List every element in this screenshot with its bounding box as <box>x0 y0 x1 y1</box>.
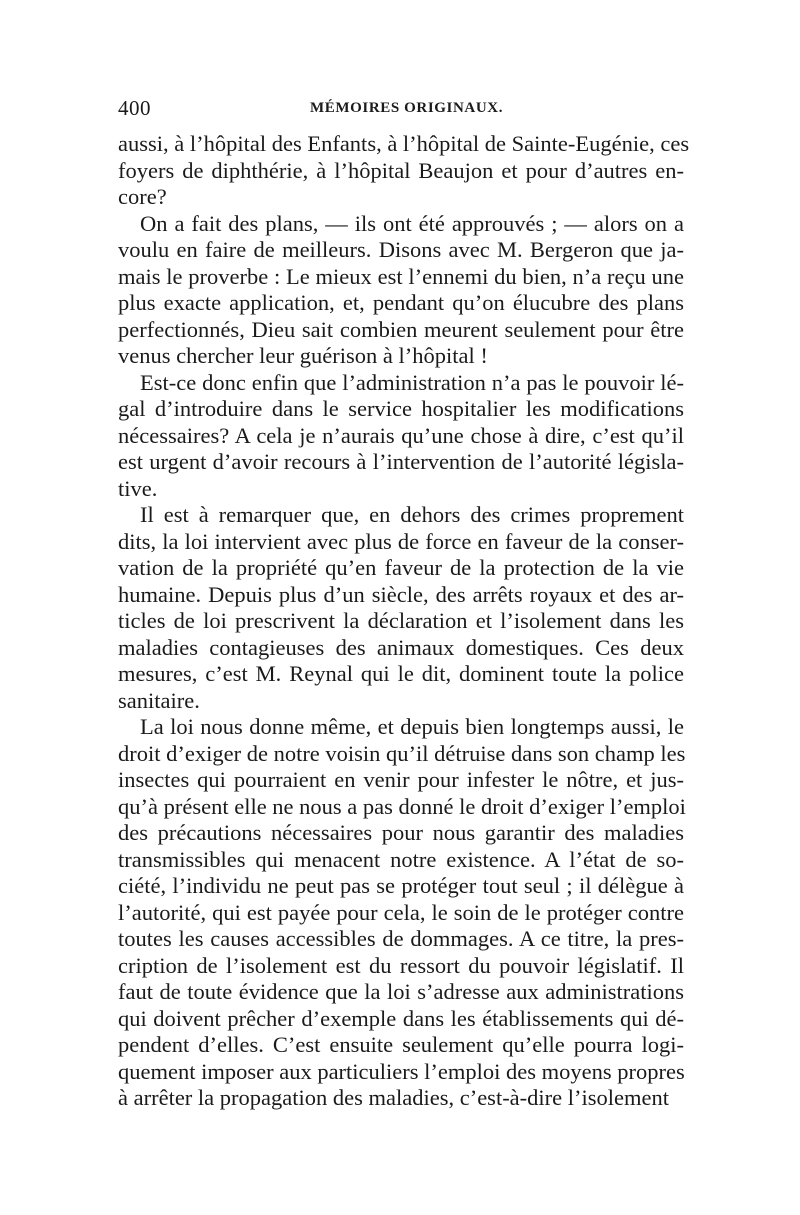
text-line: droit d’exiger de notre voisin qu’il détruise dans son champ les <box>118 740 686 766</box>
text-line: cription de l’isolement est du ressort du pouvoir législatif. Il <box>118 952 684 978</box>
text-line: humaine. Depuis plus d’un siècle, des arrêts royaux et des ar- <box>118 581 684 607</box>
text-line: Il est à remarquer que, en dehors des crimes proprement <box>140 502 684 527</box>
text-line: pendent d’elles. C’est ensuite seulement qu’elle pourra logi- <box>118 1032 684 1057</box>
text-line: foyers de diphthérie, à l’hôpital Beaujon et pour d’autres en- <box>118 157 684 183</box>
text-line: ciété, l’individu ne peut pas se protéger tout seul ; il délègue à <box>118 873 684 898</box>
text-line: Est-ce donc enfin que l’administration n’a pas le pouvoir lé- <box>140 369 684 395</box>
paragraph <box>118 502 684 714</box>
text-line: faut de toute évidence que la loi s’adresse aux administrations <box>118 979 684 1004</box>
text-line: est urgent d’avoir recours à l’intervention de l’autorité législa- <box>118 449 684 474</box>
text-line: La loi nous donne même, et depuis bien longtemps aussi, le <box>140 714 684 739</box>
text-line: qu’à présent elle ne nous a pas donné le droit d’exiger l’emploi <box>118 793 686 819</box>
text-line: perfectionnés, Dieu sait combien meurent seulement pour être <box>118 316 684 342</box>
text-line: transmissibles qui menacent notre existence. A l’état de so- <box>118 846 684 872</box>
text-line: plus exacte application, et, pendant qu’on élucubre des plans <box>118 290 684 315</box>
body-text <box>118 131 690 1112</box>
text-line: venus chercher leur guérison à l’hôpital ! <box>118 343 488 368</box>
text-line: voulu en faire de meilleurs. Disons avec M. Bergeron que ja- <box>118 237 684 262</box>
paragraph <box>118 131 690 211</box>
text-line: core? <box>118 184 167 209</box>
text-line: à arrêter la propagation des maladies, c’est-à-dire l’isolement <box>118 1085 669 1110</box>
text-line: nécessaires? A cela je n’aurais qu’une chose à dire, c’est qu’il <box>118 422 684 448</box>
text-line: qui doivent prêcher d’exemple dans les établissements qui dé- <box>118 1005 684 1031</box>
text-line: aussi, à l’hôpital des Enfants, à l’hôpital de Sainte-Eugénie, ces <box>118 131 690 156</box>
text-line: quement imposer aux particuliers l’emploi des moyens propres <box>118 1058 685 1084</box>
text-line: vation de la propriété qu’en faveur de la protection de la vie <box>118 555 684 580</box>
paragraph <box>118 370 684 503</box>
text-line: maladies contagieuses des animaux domestiques. Ces deux <box>118 634 684 660</box>
text-line: toutes les causes accessibles de dommages. A ce titre, la pres- <box>118 926 684 951</box>
running-title: MÉMOIRES ORIGINAUX. <box>310 100 504 116</box>
text-line: dits, la loi intervient avec plus de force en faveur de la conser- <box>118 528 684 554</box>
page-number: 400 <box>118 96 151 120</box>
text-line: On a fait des plans, — ils ont été approuvés ; — alors on a <box>140 210 684 236</box>
text-line: sanitaire. <box>118 687 200 713</box>
text-line: des précautions nécessaires pour nous garantir des maladies <box>118 820 684 845</box>
text-line: l’autorité, qui est payée pour cela, le soin de le protéger contre <box>118 899 684 925</box>
text-line: ticles de loi prescrivent la déclaration et l’isolement dans les <box>118 608 684 633</box>
paragraph <box>118 211 684 370</box>
text-line: mais le proverbe : Le mieux est l’ennemi du bien, n’a reçu une <box>118 263 684 289</box>
text-line: insectes qui pourraient en venir pour infester le nôtre, et jus- <box>118 767 684 792</box>
paragraph <box>118 714 684 1112</box>
text-line: mesures, c’est M. Reynal qui le dit, dominent toute la police <box>118 661 684 686</box>
running-header <box>118 96 684 126</box>
text-line: gal d’introduire dans le service hospitalier les modifications <box>118 396 684 421</box>
text-line: tive. <box>118 475 158 501</box>
